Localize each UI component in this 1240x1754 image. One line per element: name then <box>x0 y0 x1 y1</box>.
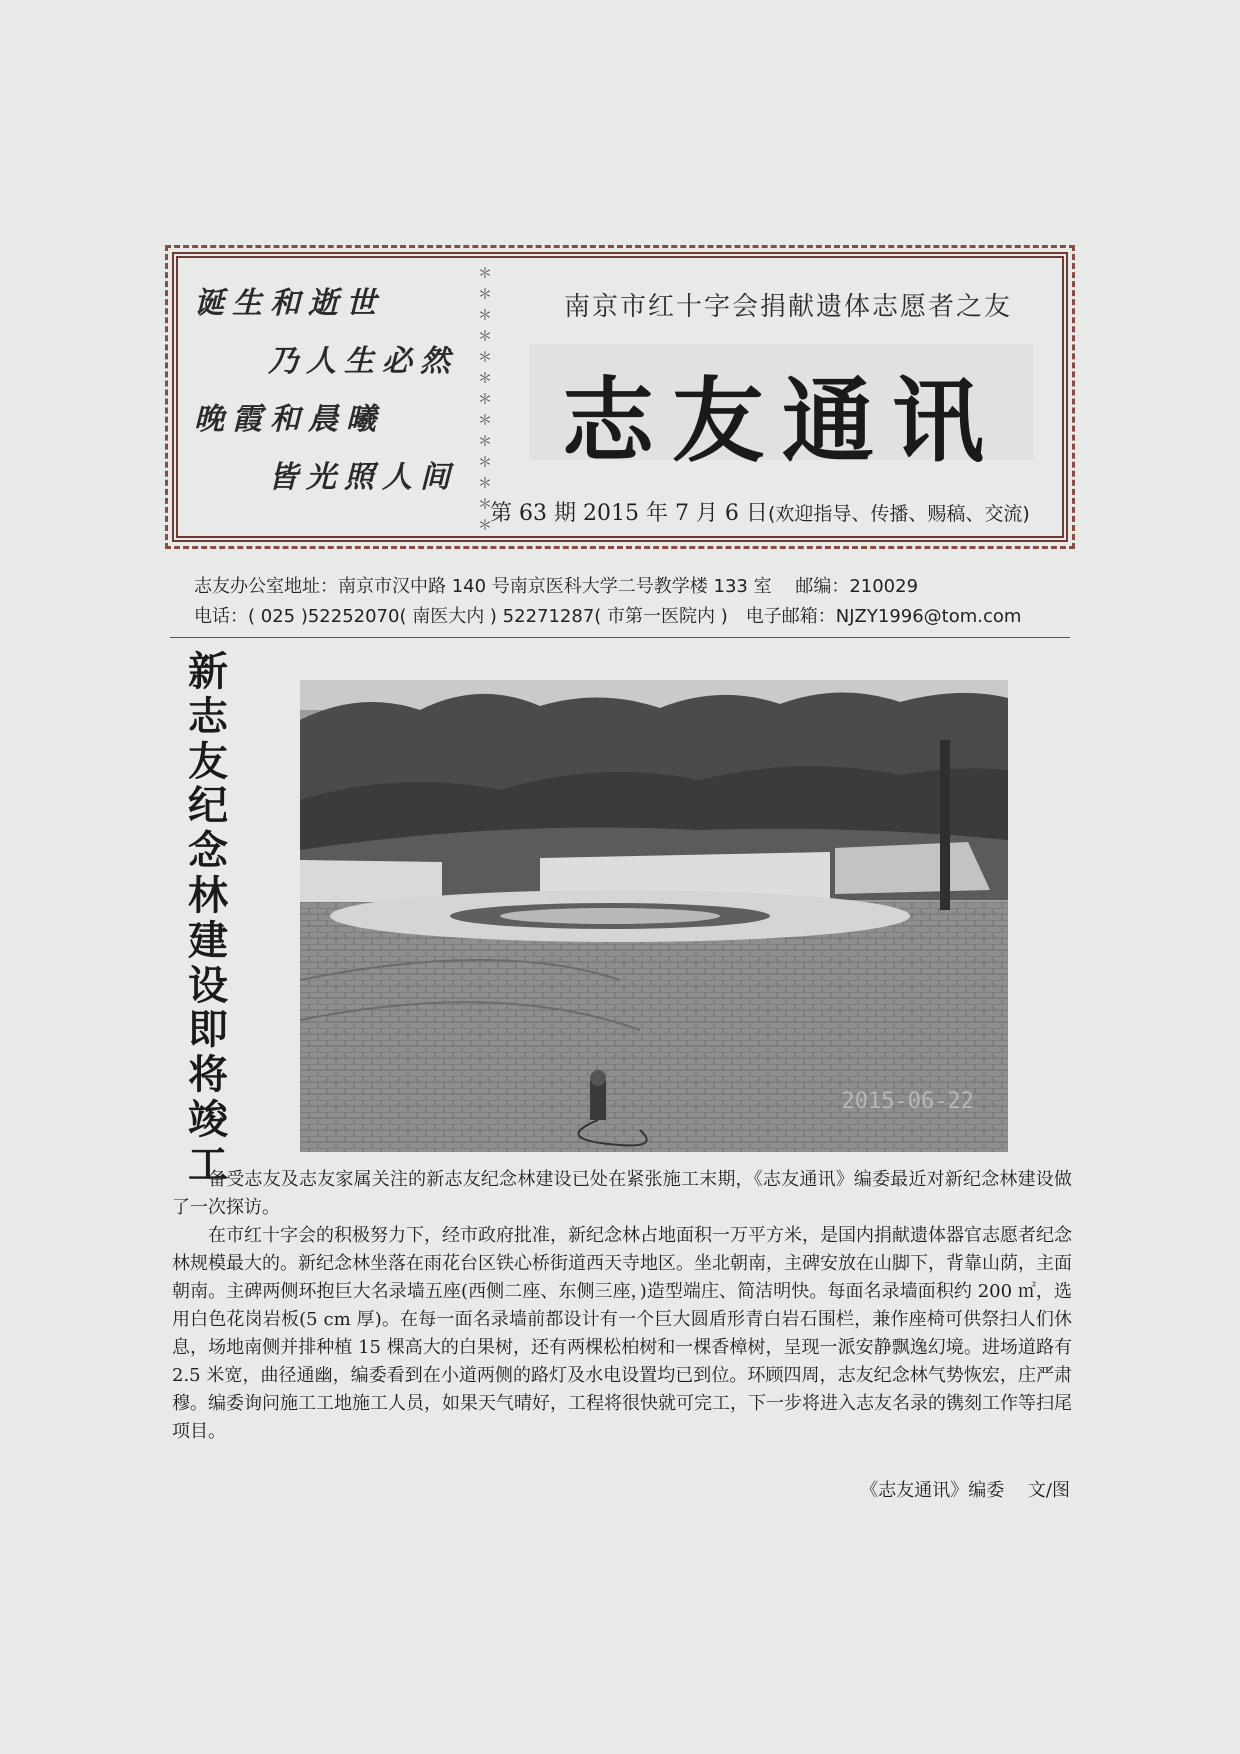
headline-char: 工 <box>188 1141 228 1188</box>
headline-char: 新 <box>188 649 228 695</box>
divider-rule <box>170 637 1070 638</box>
headline-char: 志 <box>188 693 228 740</box>
star-divider: ＊ ＊ ＊ ＊ ＊ ＊ ＊ ＊ ＊ ＊ ＊ ＊ ＊ <box>478 266 492 534</box>
poem-line-1: 诞生和逝世 <box>194 286 384 321</box>
headline-char: 林 <box>188 872 228 919</box>
headline-char: 友 <box>188 738 228 785</box>
headline-char: 设 <box>188 962 228 1009</box>
headline-char: 念 <box>188 828 228 875</box>
contact-phone-email: 电话：( 025 )52252070( 南医大内 ) 52271287( 市第一医院内 ) 电子邮箱：NJZY1996@tom.com <box>194 606 1022 627</box>
photo-timestamp: 2015-06-22 <box>841 1089 974 1114</box>
title-block <box>530 344 1034 475</box>
headline-char: 竣 <box>188 1096 228 1143</box>
issue-note: (欢迎指导、传播、赐稿、交流) <box>767 503 1030 525</box>
issue-line <box>490 496 1060 527</box>
article-credit: 《志友通讯》编委 文/图 <box>860 1480 1070 1501</box>
article-paragraph: 在市红十字会的积极努力下，经市政府批准，新纪念林占地面积一万平方米，是国内捐献遗体器官志愿者纪念林规模最大的。新纪念林坐落在雨花台区铁心桥街道西天寺地区。坐北朝南，主碑安放在山脚下，背靠山荫，主面朝南。主碑两侧环抱巨大名录墙五座(西侧二座、东侧三座，)造型端庄、简洁明快。每面名录墙面积约 200 ㎡，选用白色花岗岩板(5 cm 厚)。在每一面名录墙前都设计有一个巨大圆盾形青白岩石围栏，兼作座椅可供祭扫人们休息，场地南侧并排种植 15 棵高大的白果树，还有两棵松柏树和一棵香樟树，呈现一派安静飘逸幻境。进场道路有 2.5 米宽，曲径通幽，编委看到在小道两侧的路灯及水电设置均已到位。环顾四周，志友纪念林气势恢宏，庄严肃穆。编委询问施工工地施工人员，如果天气晴好，工程将很快就可完工，下一步将进入志友名录的镌刻工作等扫尾项目。 <box>172 1225 1072 1442</box>
contact-block <box>194 572 1074 632</box>
newsletter-title: 志友通讯 <box>561 367 1002 475</box>
contact-address: 志友办公室地址：南京市汉中路 140 号南京医科大学二号教学楼 133 室 邮编：210029 <box>194 576 919 597</box>
masthead <box>172 252 1068 542</box>
memorial-photo-illustration <box>300 680 1008 1152</box>
headline-vertical <box>178 650 238 1188</box>
headline-char: 纪 <box>188 783 228 830</box>
memorial-photo <box>300 680 1008 1152</box>
poem-line-3: 晚霞和晨曦 <box>194 402 384 437</box>
headline-char: 建 <box>188 917 228 964</box>
headline-char: 即 <box>188 1007 228 1054</box>
poem-line-4: 皆光照人间 <box>268 460 458 495</box>
article-body <box>172 1166 1072 1446</box>
masthead-subtitle: 南京市红十字会捐献遗体志愿者之友 <box>563 292 1012 322</box>
headline-char: 将 <box>188 1052 228 1099</box>
article-paragraph: 备受志友及志友家属关注的新志友纪念林建设已处在紧张施工末期，《志友通讯》编委最近对新纪念林建设做了一次探访。 <box>172 1169 1072 1218</box>
poem-block <box>188 266 458 536</box>
poem-line-2: 乃人生必然 <box>268 344 458 379</box>
issue-date: 第 63 期 2015 年 7 月 6 日 <box>490 501 768 526</box>
